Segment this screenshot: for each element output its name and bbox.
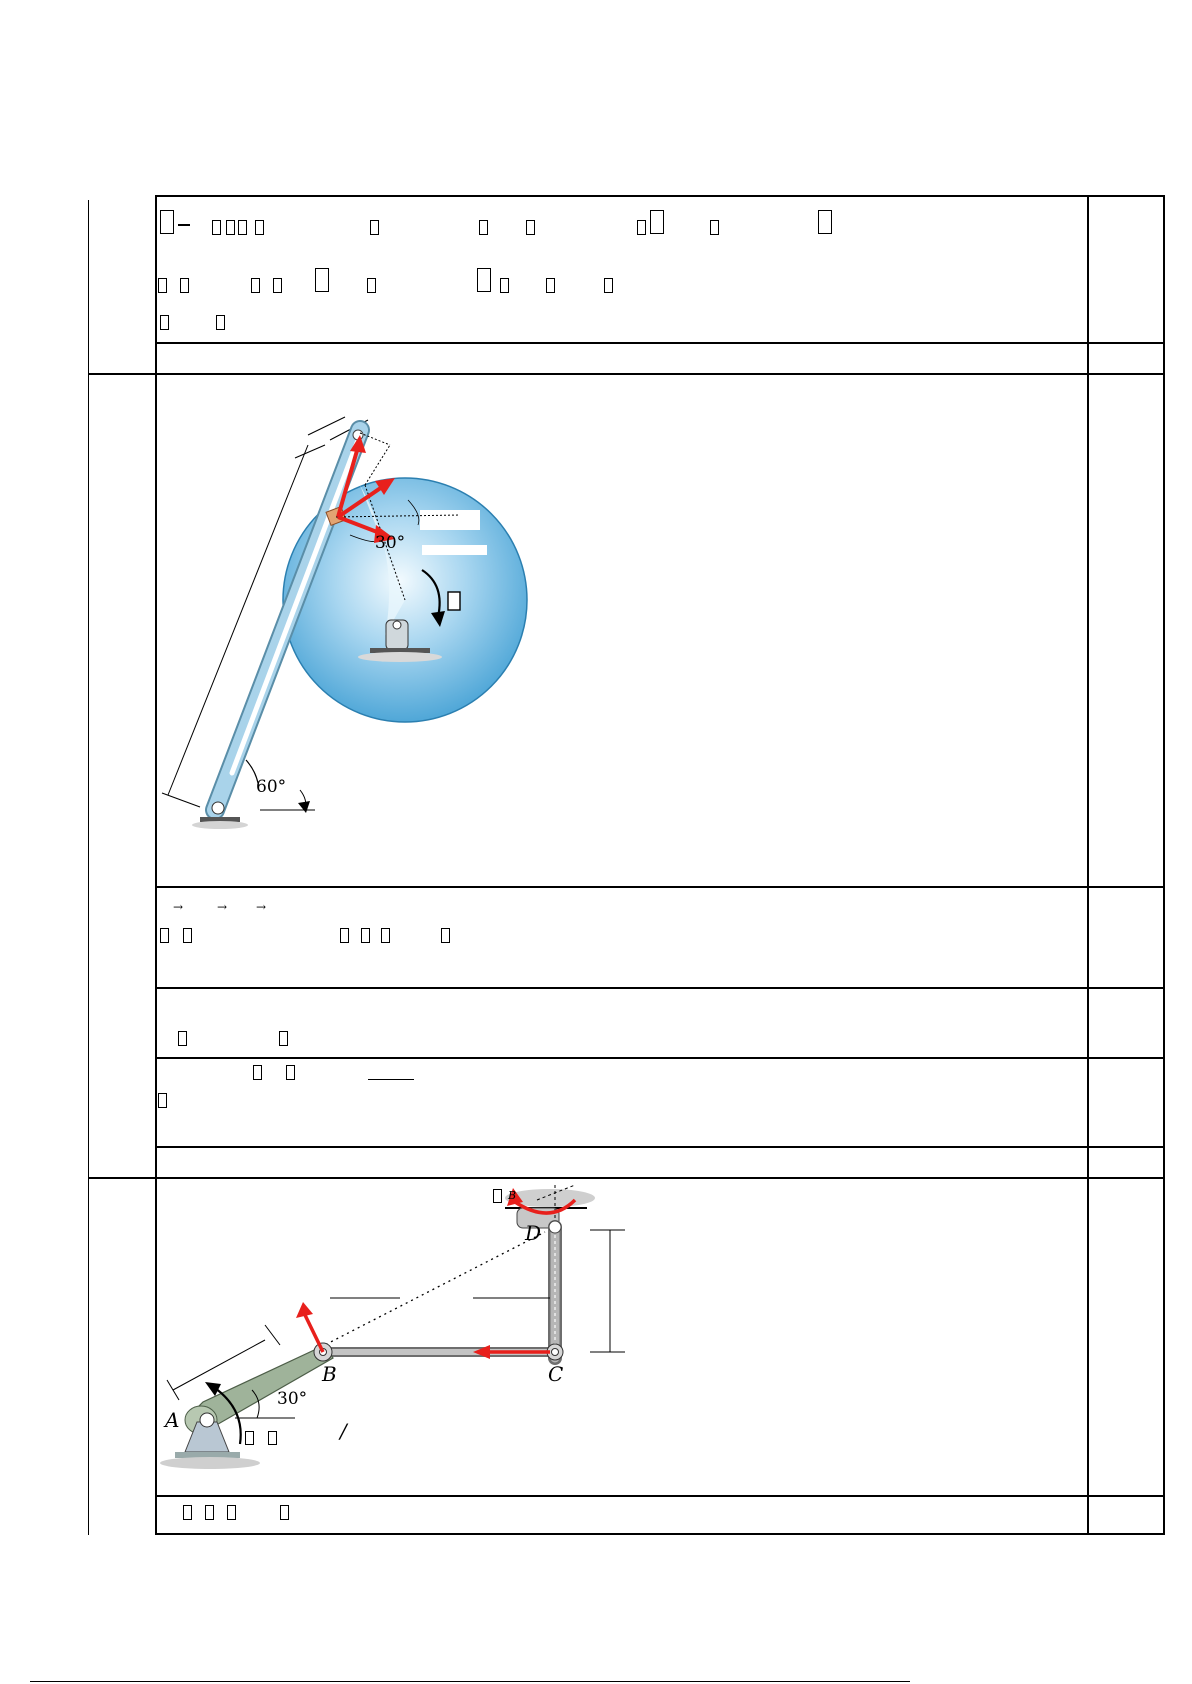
rule-4 xyxy=(155,987,1165,989)
angle-30-label: 30° xyxy=(375,533,406,553)
missing-glyph-line-5 xyxy=(178,1031,298,1051)
rule-7 xyxy=(88,1177,1165,1179)
rule-8 xyxy=(155,1495,1165,1497)
missing-glyph-line-1 xyxy=(160,210,860,240)
figure-slotted-link-disk xyxy=(160,405,540,855)
vector-arrow-1: → xyxy=(173,900,184,914)
missing-glyph-line-7 xyxy=(183,1505,303,1525)
missing-glyph-line-6 xyxy=(158,1065,458,1110)
omega-B-glyph xyxy=(493,1188,502,1207)
rule-3 xyxy=(155,886,1165,888)
rule-1 xyxy=(155,342,1165,344)
missing-glyph-line-3 xyxy=(160,315,260,335)
figure-four-bar-linkage xyxy=(155,1180,635,1480)
label-B: B xyxy=(322,1362,337,1386)
label-D: D xyxy=(525,1221,542,1245)
label-A: A xyxy=(165,1408,180,1432)
vector-arrow-2: → xyxy=(217,900,228,914)
slash-mark: / xyxy=(340,1419,347,1443)
rule-top xyxy=(155,195,1165,197)
rule-right xyxy=(1163,195,1165,1534)
angle-30-label-2: 30° xyxy=(277,1389,308,1409)
rule-left-outer xyxy=(88,200,89,1535)
missing-glyph-line-2 xyxy=(158,268,658,298)
angle-60-label: 60° xyxy=(256,777,287,797)
rule-mid xyxy=(1087,195,1089,1534)
rule-9 xyxy=(155,1533,1165,1535)
rule-5 xyxy=(155,1057,1165,1059)
page-footer-rule xyxy=(30,1681,910,1682)
rule-6 xyxy=(155,1146,1165,1148)
label-C: C xyxy=(548,1362,564,1386)
omega-B-subscript: B xyxy=(508,1189,517,1202)
rule-2 xyxy=(88,373,1165,375)
missing-glyph-line-4 xyxy=(160,928,460,948)
vector-arrow-3: → xyxy=(256,900,267,914)
